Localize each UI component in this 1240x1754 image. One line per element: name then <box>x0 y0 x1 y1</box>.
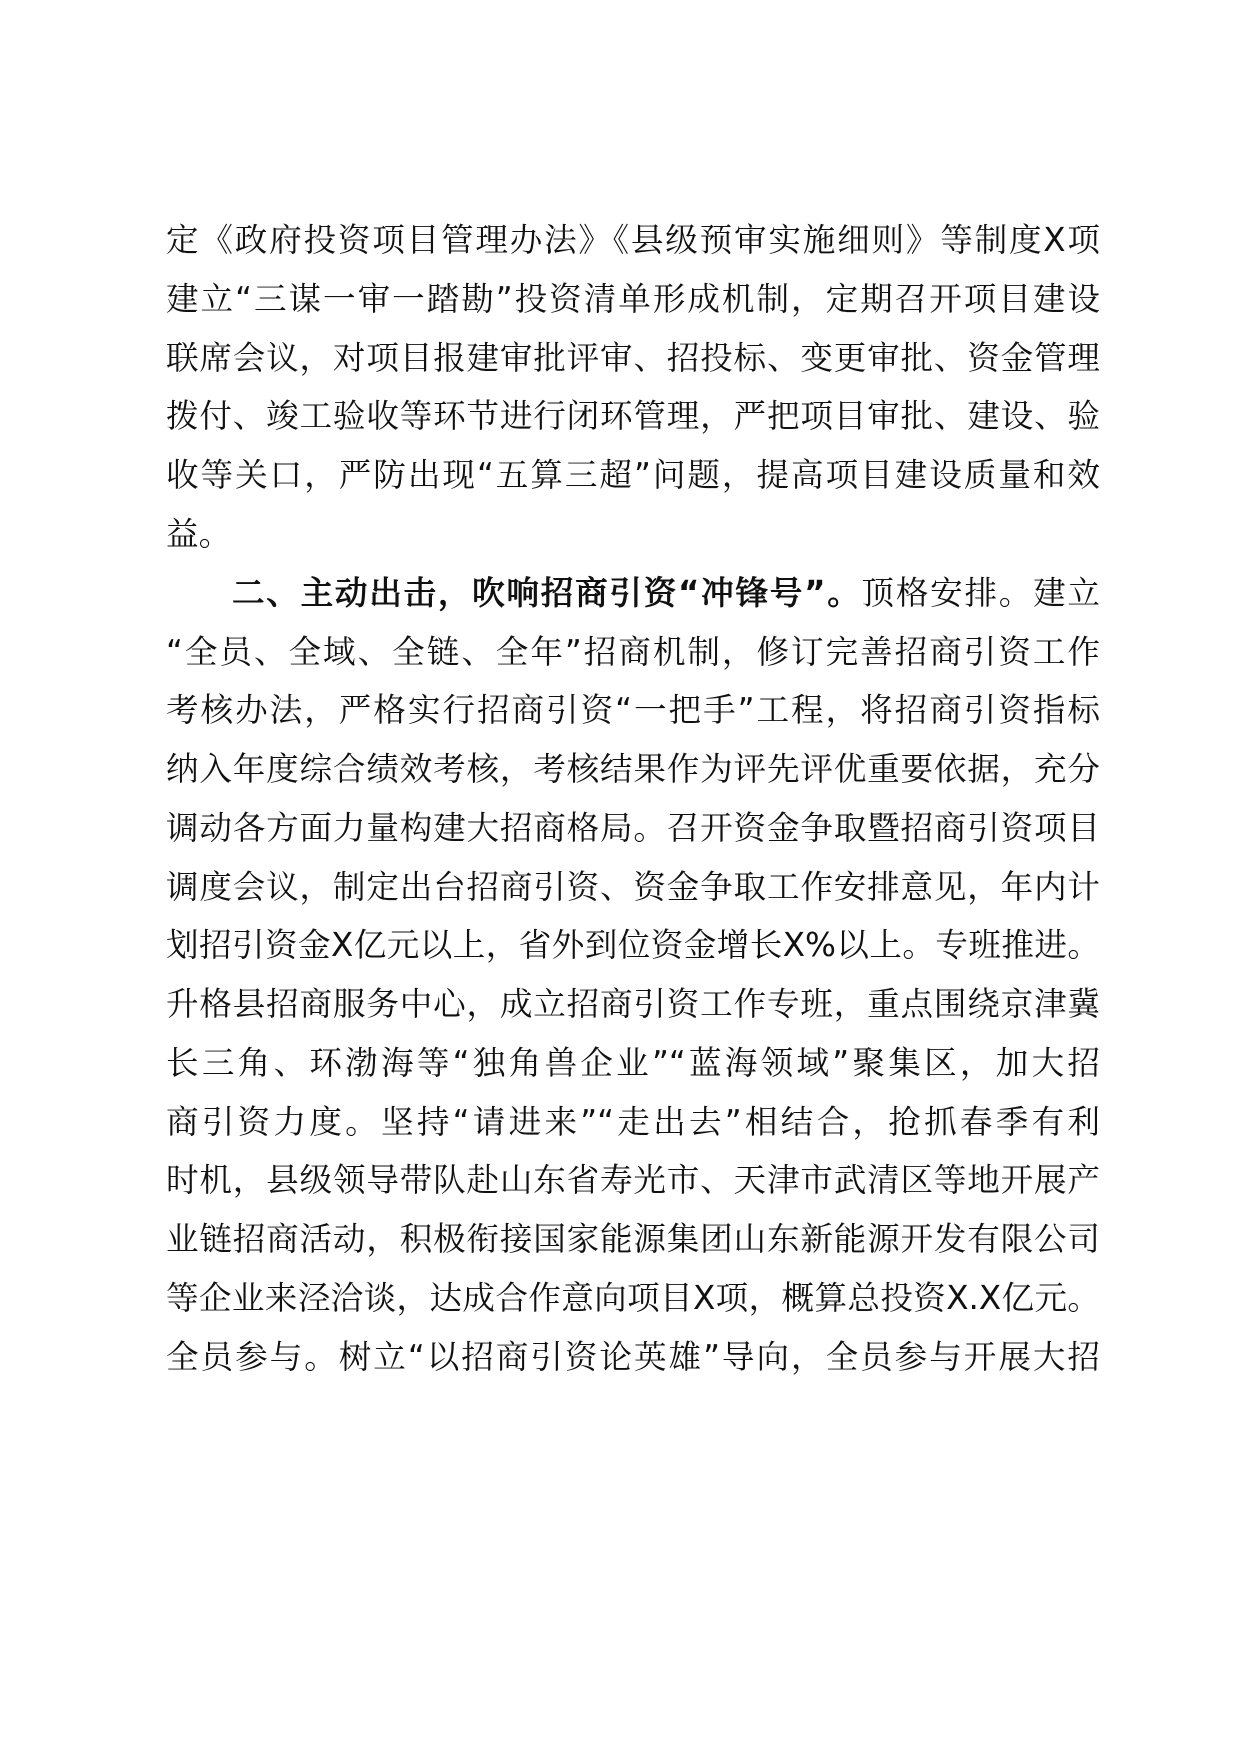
text-line: 建立“三谋一审一踏勘”投资清单形成机制，定期召开项目建设 <box>166 280 1100 318</box>
section-heading-rest: 顶格安排。建立 <box>861 574 1100 612</box>
text-line: 商引资力度。坚持“请进来”“走出去”相结合，抢抓春季有利 <box>166 1103 1100 1141</box>
text-line: 升格县招商服务中心，成立招商引资工作专班，重点围绕京津冀 <box>166 985 1100 1023</box>
text-line: 全员参与。树立“以招商引资论英雄”导向，全员参与开展大招 <box>166 1338 1100 1376</box>
text-line: 划招引资金X亿元以上，省外到位资金增长X%以上。专班推进。 <box>166 926 1100 964</box>
text-line: 调度会议，制定出台招商引资、资金争取工作安排意见，年内计 <box>166 868 1100 906</box>
text-line: 长三角、环渤海等“独角兽企业”“蓝海领域”聚集区，加大招 <box>166 1044 1100 1082</box>
section-heading: 二、主动出击，吹响招商引资“冲锋号”。 <box>232 574 862 612</box>
text-line: 收等关口，严防出现“五算三超”问题，提高项目建设质量和效 <box>166 456 1100 494</box>
text-line: 时机，县级领导带队赴山东省寿光市、天津市武清区等地开展产 <box>166 1161 1100 1199</box>
text-line: 业链招商活动，积极衔接国家能源集团山东新能源开发有限公司 <box>166 1220 1100 1258</box>
text-line: 等企业来泾洽谈，达成合作意向项目X项，概算总投资X.X亿元。 <box>166 1279 1100 1317</box>
text-line: 调动各方面力量构建大招商格局。召开资金争取暨招商引资项目 <box>166 809 1100 847</box>
text-line: 益。 <box>166 515 232 553</box>
text-line: “全员、全域、全链、全年”招商机制，修订完善招商引资工作 <box>166 633 1100 671</box>
text-line: 拨付、竣工验收等环节进行闭环管理，严把项目审批、建设、验 <box>166 397 1100 435</box>
text-line: 联席会议，对项目报建审批评审、招投标、变更审批、资金管理 <box>166 339 1100 377</box>
text-line: 考核办法，严格实行招商引资“一把手”工程，将招商引资指标 <box>166 691 1100 729</box>
text-line: 纳入年度综合绩效考核，考核结果作为评先评优重要依据，充分 <box>166 750 1100 788</box>
text-line: 定《政府投资项目管理办法》《县级预审实施细则》等制度X项 <box>166 221 1100 259</box>
section-heading-line <box>232 561 1100 625</box>
